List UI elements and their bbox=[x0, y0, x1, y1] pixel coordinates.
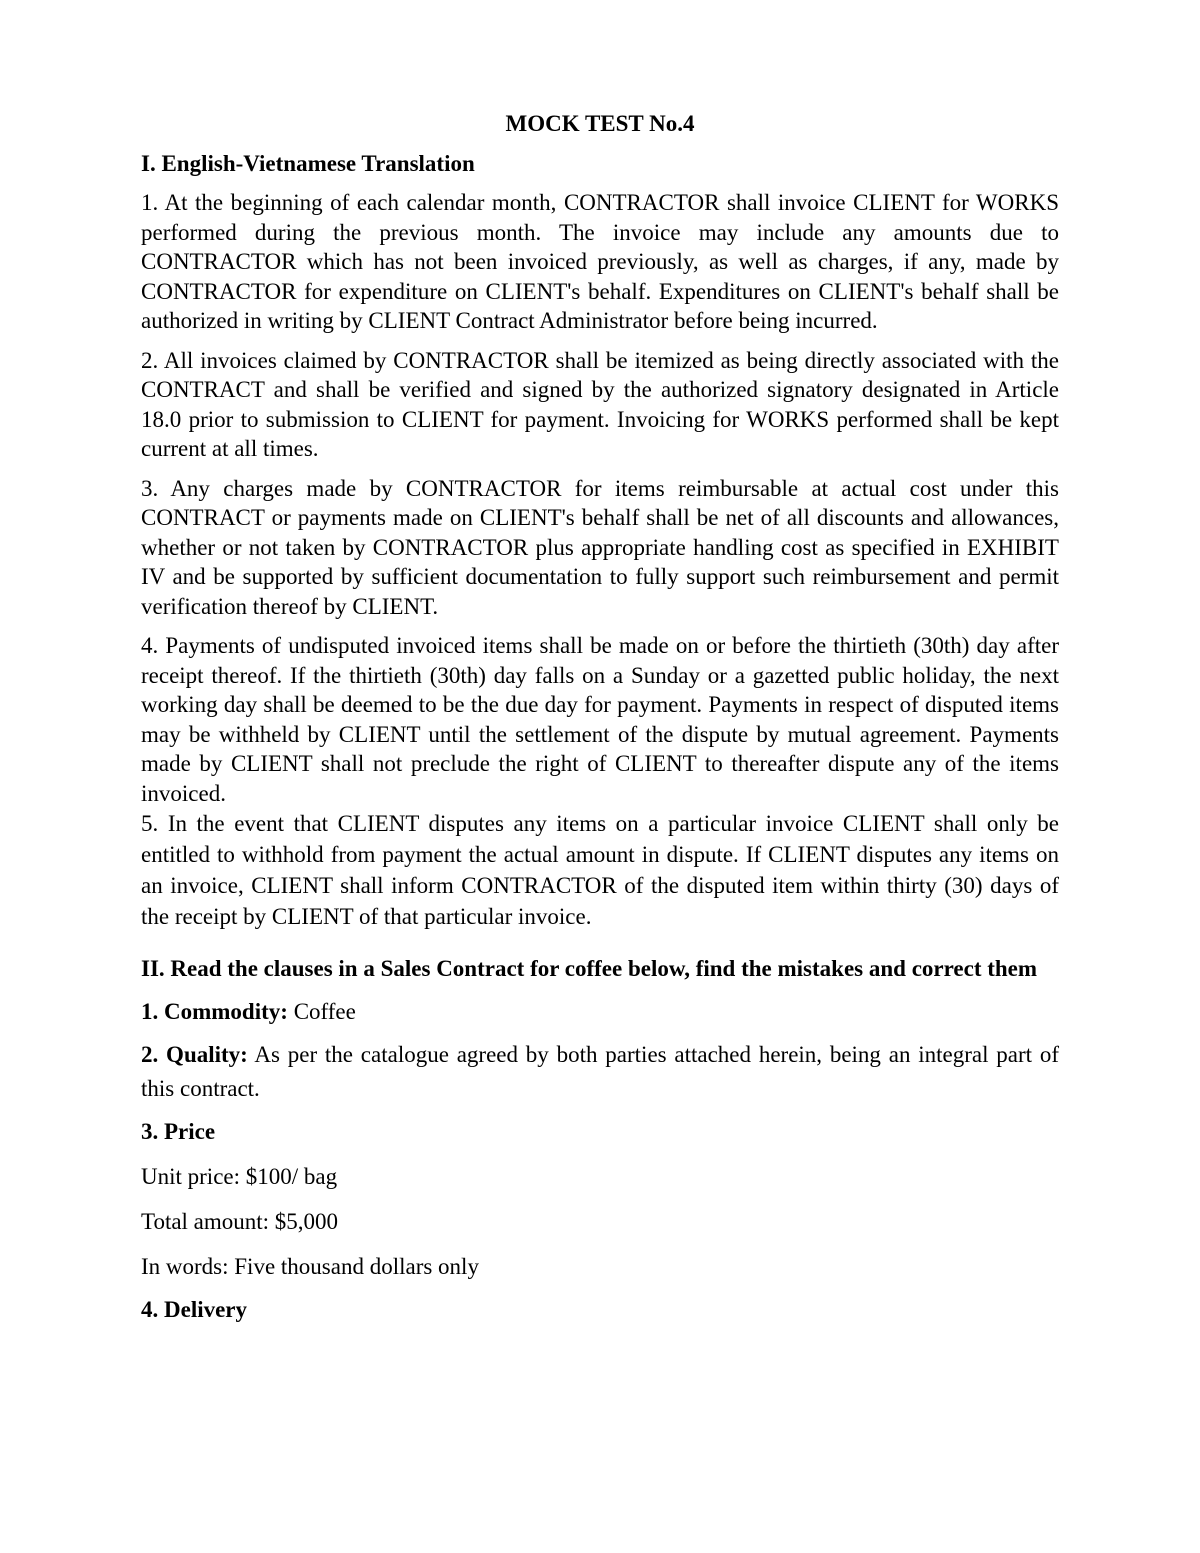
delivery-label: 4. Delivery bbox=[141, 1297, 248, 1322]
in-words-line: In words: Five thousand dollars only bbox=[141, 1254, 479, 1279]
quality-value: As per the catalogue agreed by both parties attached herein, being an integral part of this contract. bbox=[141, 1042, 1060, 1101]
commodity-value: Coffee bbox=[287, 999, 356, 1024]
quality-label: 2. Quality: bbox=[141, 1042, 248, 1067]
clause-quality bbox=[141, 1038, 1059, 1106]
document-title: MOCK TEST No.4 bbox=[505, 111, 695, 136]
section2-heading: II. Read the clauses in a Sales Contract for coffee below, find the mistakes and correct them bbox=[141, 956, 1038, 981]
translation-paragraph-1: 1. At the beginning of each calendar month, CONTRACTOR shall invoice CLIENT for WORKS performed during the previous month. The invoice may include any amounts due to CONTRACTOR which has not been invoiced previously, as well as charges, if any, made by CONTRACTOR for expenditure on CLIENT's behalf. Expenditures on CLIENT's behalf shall be authorized in writing by CLIENT Contract Administrator before being incurred. bbox=[141, 190, 1059, 333]
translation-paragraph-2: 2. All invoices claimed by CONTRACTOR shall be itemized as being directly associated with the CONTRACT and shall be verified and signed by the authorized signatory designated in Article 18.0 prior to submission to CLIENT for payment. Invoicing for WORKS performed shall be kept current at all times. bbox=[141, 347, 1059, 461]
document-page bbox=[141, 108, 1059, 1327]
clause-delivery bbox=[141, 1293, 1059, 1327]
clause-price bbox=[141, 1115, 1059, 1149]
translation-paragraph-3: 3. Any charges made by CONTRACTOR for items reimbursable at actual cost under this CONTRACT or payments made on CLIENT's behalf shall be net of all discounts and allowances, whether or not taken by CONTRACTOR plus appropriate handling cost as specified in EXHIBIT IV and be supported by sufficient documentation to fully support such reimbursement and permit verification thereof by CLIENT. bbox=[141, 475, 1059, 619]
section1-heading: I. English-Vietnamese Translation bbox=[141, 151, 475, 176]
clause-commodity bbox=[141, 995, 1059, 1029]
translation-paragraph-4: 4. Payments of undisputed invoiced items shall be made on or before the thirtieth (30th) day after receipt thereof. If the thirtieth (30th) day falls on a Sunday or a gazetted public holiday, the next working day shall be deemed to be the due day for payment. Payments in respect of disputed items may be withheld by CLIENT until the settlement of the dispute by mutual agreement. Payments made by CLIENT shall not preclude the right of CLIENT to thereafter dispute any of the items invoiced. bbox=[141, 633, 1059, 806]
translation-paragraph-5: 5. In the event that CLIENT disputes any items on a particular invoice CLIENT shall only be entitled to withhold from payment the actual amount in dispute. If CLIENT disputes any items on an invoice, CLIENT shall inform CONTRACTOR of the disputed item within thirty (30) days of the receipt by CLIENT of that particular invoice. bbox=[141, 811, 1059, 929]
commodity-label: 1. Commodity: bbox=[141, 999, 288, 1024]
total-amount-line: Total amount: $5,000 bbox=[141, 1209, 339, 1234]
price-label: 3. Price bbox=[141, 1119, 216, 1144]
unit-price-line: Unit price: $100/ bag bbox=[141, 1164, 338, 1189]
